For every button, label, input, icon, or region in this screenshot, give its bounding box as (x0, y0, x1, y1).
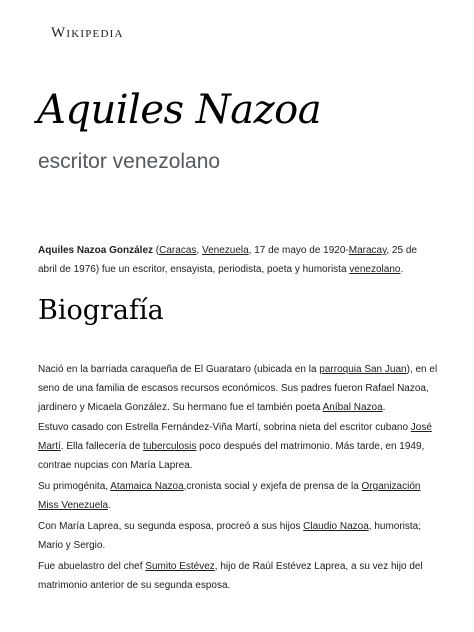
section-heading-biografia: Biografía (38, 295, 164, 326)
bio-paragraph-4 (38, 517, 438, 555)
p3-text-2: ,cronista social y exjefa de prensa de la (183, 481, 362, 492)
page-title: Aquiles Nazoa (37, 87, 322, 133)
link-sumito-estevez[interactable]: Sumito Estévez (145, 561, 215, 572)
intro-text-5: . (400, 264, 404, 275)
p1-text-3: . (382, 402, 386, 413)
link-jose-marti[interactable]: José Martí (38, 422, 432, 452)
link-venezolano[interactable]: venezolano (349, 264, 401, 275)
link-tuberculosis[interactable]: tuberculosis (143, 441, 197, 452)
p1-text-1: Nació en la barriada caraqueña de El Guarataro (ubicada en la (38, 364, 320, 375)
intro-text-4: , 25 de abril de 1976) fue un escritor, ensayista, periodista, poeta y humorista (38, 245, 417, 275)
p1-text-2: ), en el seno de una familia de escasos recursos económicos. Sus padres fueron Rafael Nazoa, jardinero y Micaela González. Su hermano fue el también poeta (38, 364, 438, 413)
link-maracay[interactable]: Maracay (348, 245, 387, 256)
bio-paragraph-2 (38, 418, 438, 475)
link-organizacion-miss-venezuela[interactable]: Organización Miss Venezuela (38, 481, 421, 511)
link-parroquia-san-juan[interactable]: parroquia San Juan (319, 364, 407, 375)
link-caracas[interactable]: Caracas (159, 245, 197, 256)
intro-paragraph (38, 241, 438, 279)
bio-paragraph-3 (38, 477, 438, 515)
p5-text-2: , hijo de Raúl Estévez Laprea, a su vez hijo del matrimonio anterior de su segunda esposa. (38, 561, 423, 591)
p3-text-1: Su primogénita, (38, 481, 111, 492)
p2-text-2: . Ella fallecería de (60, 441, 144, 452)
link-claudio-nazoa[interactable]: Claudio Nazoa (303, 521, 369, 532)
link-venezuela[interactable]: Venezuela (201, 245, 249, 256)
p5-text-1: Fue abuelastro del chef (38, 561, 146, 572)
p3-text-3: . (108, 500, 111, 511)
p4-text-1: Con María Laprea, su segunda esposa, procreó a sus hijos (38, 521, 304, 532)
page-subtitle: escritor venezolano (38, 150, 221, 173)
p2-text-1: Estuvo casado con Estrella Fernández-Viña Martí, sobrina nieta del escritor cubano (38, 422, 411, 433)
p4-text-2: , humorista; Mario y Sergio. (38, 521, 422, 551)
logo-text: Wikipedia (51, 25, 124, 41)
p2-text-3: poco después del matrimonio. Más tarde, en 1949, contrae nupcias con María Laprea. (38, 441, 425, 471)
wikipedia-logo[interactable] (51, 25, 124, 42)
bio-paragraph-1 (38, 360, 438, 417)
intro-text-3: , 17 de mayo de 1920- (248, 245, 349, 256)
link-atamaica-nazoa[interactable]: Atamaica Nazoa (110, 481, 184, 492)
bio-paragraph-5 (38, 557, 438, 595)
subject-name: Aquiles Nazoa González (38, 245, 154, 256)
intro-text-1: ( (153, 245, 160, 256)
link-anibal-nazoa[interactable]: Aníbal Nazoa (322, 402, 383, 413)
intro-text-2: , (196, 245, 202, 256)
